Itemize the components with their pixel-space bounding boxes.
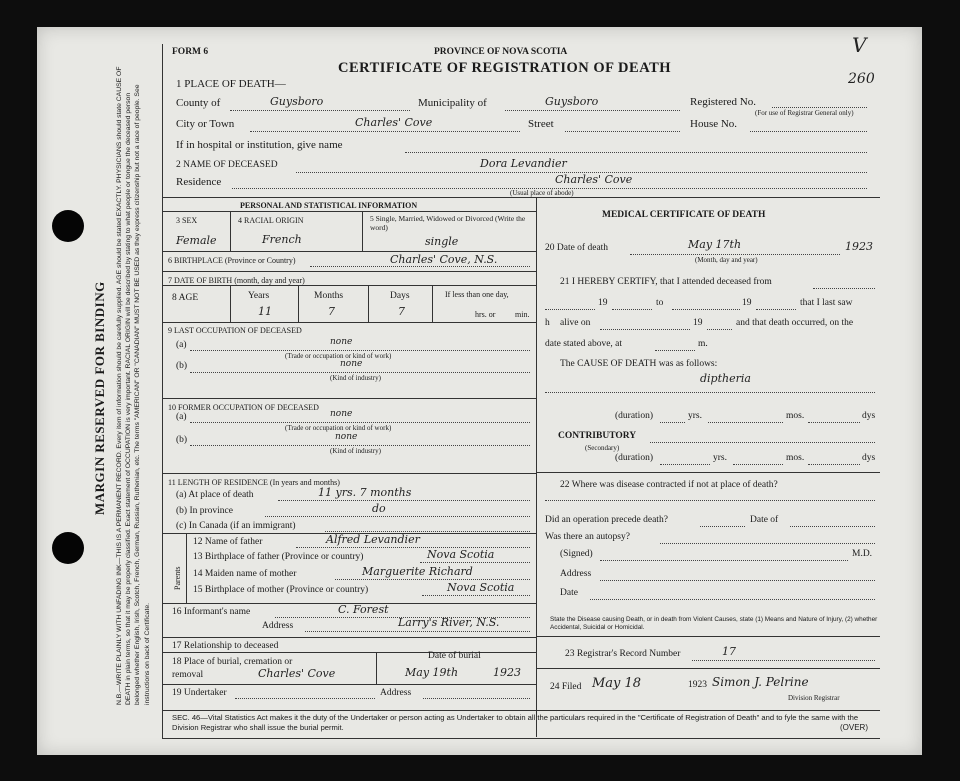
line2-blank3 (672, 309, 740, 310)
last-b-line (190, 372, 530, 373)
lessday-label: If less than one day, (445, 290, 509, 299)
age-div-3 (368, 285, 369, 322)
cause-label: The CAUSE OF DEATH was as follows: (560, 359, 718, 369)
former-a-value: none (330, 409, 353, 419)
rule-contracted (536, 472, 880, 473)
secondary-note: (Secondary) (585, 444, 620, 452)
certify-line (813, 288, 875, 289)
former-b-label: (b) (176, 435, 188, 445)
divider-top (162, 197, 880, 198)
relationship-label: 17 Relationship to deceased (172, 641, 279, 651)
birthplace-label: 6 BIRTHPLACE (Province or Country) (168, 256, 296, 265)
duration-mos-line-1 (708, 422, 783, 423)
registrar-signature: Simon J. Pelrine (712, 675, 809, 689)
father-birthplace-line (420, 562, 530, 563)
certificate-paper (37, 27, 922, 755)
medical-address-label: Address (560, 569, 592, 579)
city-value: Charles' Cove (355, 116, 433, 129)
residence-length-label: 11 LENGTH OF RESIDENCE (In years and months) (168, 478, 340, 487)
cause-line-1 (545, 392, 875, 393)
line3-alive: alive on (560, 318, 591, 328)
dob-label: 7 DATE OF BIRTH (month, day and year) (168, 276, 305, 285)
racial-divider (362, 211, 363, 251)
municipality-value: Guysboro (545, 95, 599, 108)
record-number-label: 23 Registrar's Record Number (565, 649, 681, 659)
medical-date-line (590, 599, 875, 600)
burial-year-value: 1923 (493, 666, 521, 679)
over-label: (OVER) (840, 723, 868, 732)
line2-blank4 (756, 309, 796, 310)
certify-label: 21 I HEREBY CERTIFY, that I attended deceased from (560, 277, 772, 287)
duration-dys-line-1 (808, 422, 860, 423)
place-of-death-label: 1 PLACE OF DEATH— (176, 78, 286, 90)
filed-value: May 18 (592, 676, 642, 691)
rule-undertaker (162, 684, 536, 685)
last-industry-note: (Kind of industry) (330, 374, 381, 382)
days-value: 7 (398, 305, 405, 318)
operation-date-label: Date of (750, 515, 779, 525)
registered-label: Registered No. (690, 96, 756, 108)
months-value: 7 (328, 305, 335, 318)
line2-19b: 19 (742, 298, 752, 308)
check-mark: V (852, 33, 867, 57)
hrs-label: hrs. or (475, 310, 496, 319)
street-line (565, 131, 680, 132)
dys-label-1: dys (862, 411, 876, 421)
in-province-value: do (372, 502, 386, 515)
house-label: House No. (690, 118, 738, 130)
line3-19: 19 (693, 318, 703, 328)
contributory-line (650, 442, 875, 443)
line3-blank1 (600, 329, 690, 330)
burial-date-value: May 19th (405, 666, 459, 679)
informant-value: C. Forest (338, 603, 389, 616)
duration-label-2: (duration) (615, 453, 653, 463)
death-date-value: May 17th (688, 238, 742, 251)
rule-age (162, 285, 536, 286)
certificate-title: CERTIFICATE OF REGISTRATION OF DEATH (338, 60, 672, 76)
last-trade-note: (Trade or occupation or kind of work) (285, 352, 392, 360)
record-number-value: 17 (722, 645, 736, 658)
record-number-line (692, 660, 875, 661)
filed-label: 24 Filed (550, 682, 582, 692)
personal-heading: PERSONAL AND STATISTICAL INFORMATION (240, 201, 418, 210)
form-number: FORM 6 (172, 47, 209, 57)
age-label: 8 AGE (172, 293, 199, 303)
undertaker-address-line (423, 698, 530, 699)
at-place-value: 11 yrs. 7 months (318, 486, 412, 499)
house-line (750, 131, 867, 132)
medical-date-label: Date (560, 588, 578, 598)
last-a-value: none (330, 337, 353, 347)
province-heading: PROVINCE OF NOVA SCOTIA (434, 47, 568, 57)
deceased-name-label: 2 NAME OF DECEASED (176, 160, 278, 170)
in-canada-label: (c) In Canada (if an immigrant) (176, 521, 296, 531)
informant-address-line (305, 631, 530, 632)
division-registrar-note: Division Registrar (788, 694, 840, 702)
birthplace-value: Charles' Cove, N.S. (390, 253, 498, 266)
informant-address-label: Address (262, 621, 294, 631)
informant-address-value: Larry's River, N.S. (398, 616, 500, 629)
certificate-number: 260 (848, 71, 875, 87)
filed-year: 1923 (688, 680, 707, 690)
death-date-label: 20 Date of death (545, 243, 609, 253)
rule-registrar (536, 636, 880, 637)
informant-label: 16 Informant's name (172, 607, 251, 617)
personal-rule (162, 211, 536, 212)
years-label: Years (248, 291, 270, 301)
county-value: Guysboro (270, 95, 324, 108)
signed-line (600, 560, 848, 561)
duration-dys-line-2 (808, 464, 860, 465)
former-industry-note: (Kind of industry) (330, 447, 381, 455)
death-date-line (630, 254, 840, 255)
death-date-note: (Month, day and year) (695, 256, 758, 264)
mos-label-1: mos. (786, 411, 805, 421)
line4-m: m. (698, 339, 708, 349)
death-year-value: 1923 (845, 240, 873, 253)
registered-note: (For use of Registrar General only) (755, 109, 854, 117)
line2-blank2 (612, 309, 652, 310)
former-b-line (190, 445, 530, 446)
former-b-value: none (335, 432, 358, 442)
rule-relationship (162, 637, 536, 638)
mother-line (335, 579, 530, 580)
deceased-name-value: Dora Levandier (480, 157, 567, 170)
days-label: Days (390, 291, 410, 301)
last-b-value: none (340, 359, 363, 369)
sex-value: Female (176, 234, 217, 247)
mother-birthplace-value: Nova Scotia (447, 581, 515, 594)
in-province-line (265, 516, 530, 517)
father-birthplace-value: Nova Scotia (427, 548, 495, 561)
operation-date-line (790, 526, 875, 527)
mother-birthplace-label: 15 Birthplace of mother (Province or country) (193, 585, 369, 595)
mother-birthplace-line (422, 595, 530, 596)
residence-note: (Usual place of abode) (510, 189, 574, 197)
mos-label-2: mos. (786, 453, 805, 463)
burial-place-label: 18 Place of burial, cremation or removal (172, 657, 293, 680)
sex-label: 3 SEX (176, 216, 198, 225)
burial-divider (376, 652, 377, 684)
residence-value: Charles' Cove (555, 173, 633, 186)
rule-former (162, 398, 536, 399)
rule-filed (536, 668, 880, 669)
age-div-1 (230, 285, 231, 322)
contracted-line (545, 500, 875, 501)
contracted-label: 22 Where was disease contracted if not at place of death? (560, 480, 778, 490)
former-occupation-label: 10 FORMER OCCUPATION OF DECEASED (168, 403, 319, 412)
hospital-label: If in hospital or institution, give name (176, 139, 343, 151)
birthplace-line (310, 266, 530, 267)
line3-h: h (545, 318, 550, 328)
duration-label-1: (duration) (615, 411, 653, 421)
father-value: Alfred Levandier (326, 533, 420, 546)
rule-birthplace (162, 251, 536, 252)
undertaker-label: 19 Undertaker (172, 688, 227, 698)
former-trade-note: (Trade or occupation or kind of work) (285, 424, 392, 432)
in-province-label: (b) In province (176, 506, 233, 516)
violent-causes-note: State the Disease causing Death, or in death from Violent Causes, state (1) Means and Nature of Injury, (2) whether Accidental, Suicidal or Homicidal. (550, 616, 878, 631)
registered-line (772, 107, 867, 108)
marital-value: single (425, 235, 459, 248)
min-label: min. (515, 310, 530, 319)
bottom-border (162, 738, 880, 739)
divider-vertical (536, 197, 537, 737)
undertaker-line (235, 698, 375, 699)
hospital-line (405, 152, 867, 153)
sex-divider (230, 211, 231, 251)
at-place-label: (a) At place of death (176, 490, 254, 500)
city-label: City or Town (176, 118, 235, 130)
line4-date-stated: date stated above, at (545, 339, 623, 349)
father-birthplace-label: 13 Birthplace of father (Province or country) (193, 552, 364, 562)
yrs-label-2: yrs. (713, 453, 727, 463)
last-a-label: (a) (176, 340, 187, 350)
line2-last-saw: that I last saw (800, 298, 853, 308)
father-label: 12 Name of father (193, 537, 263, 547)
parents-side-label: Parents (173, 566, 182, 590)
mother-label: 14 Maiden name of mother (193, 569, 297, 579)
racial-value: French (262, 233, 302, 246)
line3-blank2 (707, 329, 732, 330)
autopsy-label: Was there an autopsy? (545, 532, 630, 542)
residence-label: Residence (176, 176, 222, 188)
line3-occurred: and that death occurred, on the (736, 318, 854, 328)
former-a-label: (a) (176, 412, 187, 422)
binder-hole-bottom (52, 532, 84, 564)
operation-label: Did an operation precede death? (545, 515, 668, 525)
section-46-notice: SEC. 46—Vital Statistics Act makes it the duty of the Undertaker or person acting as Undertaker to obtain all the particulars required in the "Certificate of Registration of Death" and to fyle the same with the Division Registrar who shall issue the burial permit. (172, 713, 859, 732)
mother-value: Marguerite Richard (362, 565, 473, 578)
line4-blank (655, 350, 695, 351)
margin-instructions: N.B.—WRITE PLAINLY WITH UNFADING INK—THIS IS A PERMANENT RECORD. Every item of information should be carefully supplied. AGE should be stated EXACTLY. PHYSICIANS should state CAUSE OF DEATH in plain terms, so that it may be properly classified. Exact statement of OCCUPATION is very important. RACIAL ORIGIN will be described by stating to what people or tongue the deceased person belonged whether English, Irish, Scotch, French, German, Russian, Ruthenian, etc. The terms "AMERICAN" OR "CANADIAN" MUST NOT BE USED as they express citizenship but not a race of people. See instructions on back of Certificate. (116, 66, 151, 705)
rule-dob (162, 271, 536, 272)
racial-label: 4 RACIAL ORIGIN (238, 216, 304, 225)
age-div-4 (432, 285, 433, 322)
last-a-line (190, 350, 530, 351)
in-canada-line (325, 531, 530, 532)
line2-blank1 (545, 309, 595, 310)
rule-residence-length (162, 473, 536, 474)
duration-yrs-line-1 (660, 422, 685, 423)
yrs-label-1: yrs. (688, 411, 702, 421)
md-label: M.D. (852, 549, 873, 559)
months-label: Months (314, 291, 344, 301)
line2-to: to (656, 298, 664, 308)
signed-label: (Signed) (560, 549, 593, 559)
binder-hole-top (52, 210, 84, 242)
former-a-line (190, 422, 530, 423)
cause-value: diptheria (700, 372, 751, 385)
margin-binding-label: MARGIN RESERVED FOR BINDING (92, 281, 107, 515)
marital-label: 5 Single, Married, Widowed or Divorced (Write the word) (370, 214, 526, 232)
county-label: County of (176, 97, 221, 109)
age-div-2 (298, 285, 299, 322)
medical-address-line (600, 580, 875, 581)
medical-heading: MEDICAL CERTIFICATE OF DEATH (602, 210, 766, 220)
municipality-label: Municipality of (418, 97, 487, 109)
dys-label-2: dys (862, 453, 876, 463)
years-value: 11 (258, 305, 272, 318)
contributory-label: CONTRIBUTORY (558, 431, 637, 441)
burial-place-value: Charles' Cove (258, 667, 336, 680)
left-border (162, 44, 163, 739)
last-occupation-label: 9 LAST OCCUPATION OF DECEASED (168, 326, 302, 335)
at-place-line (278, 500, 530, 501)
line2-19a: 19 (598, 298, 608, 308)
duration-mos-line-2 (733, 464, 783, 465)
last-b-label: (b) (176, 361, 188, 371)
city-line (250, 131, 520, 132)
undertaker-address-label: Address (380, 688, 412, 698)
municipality-line (505, 110, 680, 111)
burial-date-label: Date of burial (428, 651, 481, 661)
footer-divider (162, 710, 880, 711)
autopsy-line (660, 543, 875, 544)
street-label: Street (528, 118, 554, 130)
duration-yrs-line-2 (660, 464, 710, 465)
county-line (230, 110, 410, 111)
parents-divider (186, 533, 187, 603)
operation-line (700, 526, 745, 527)
father-line (296, 547, 530, 548)
rule-occupation (162, 322, 536, 323)
